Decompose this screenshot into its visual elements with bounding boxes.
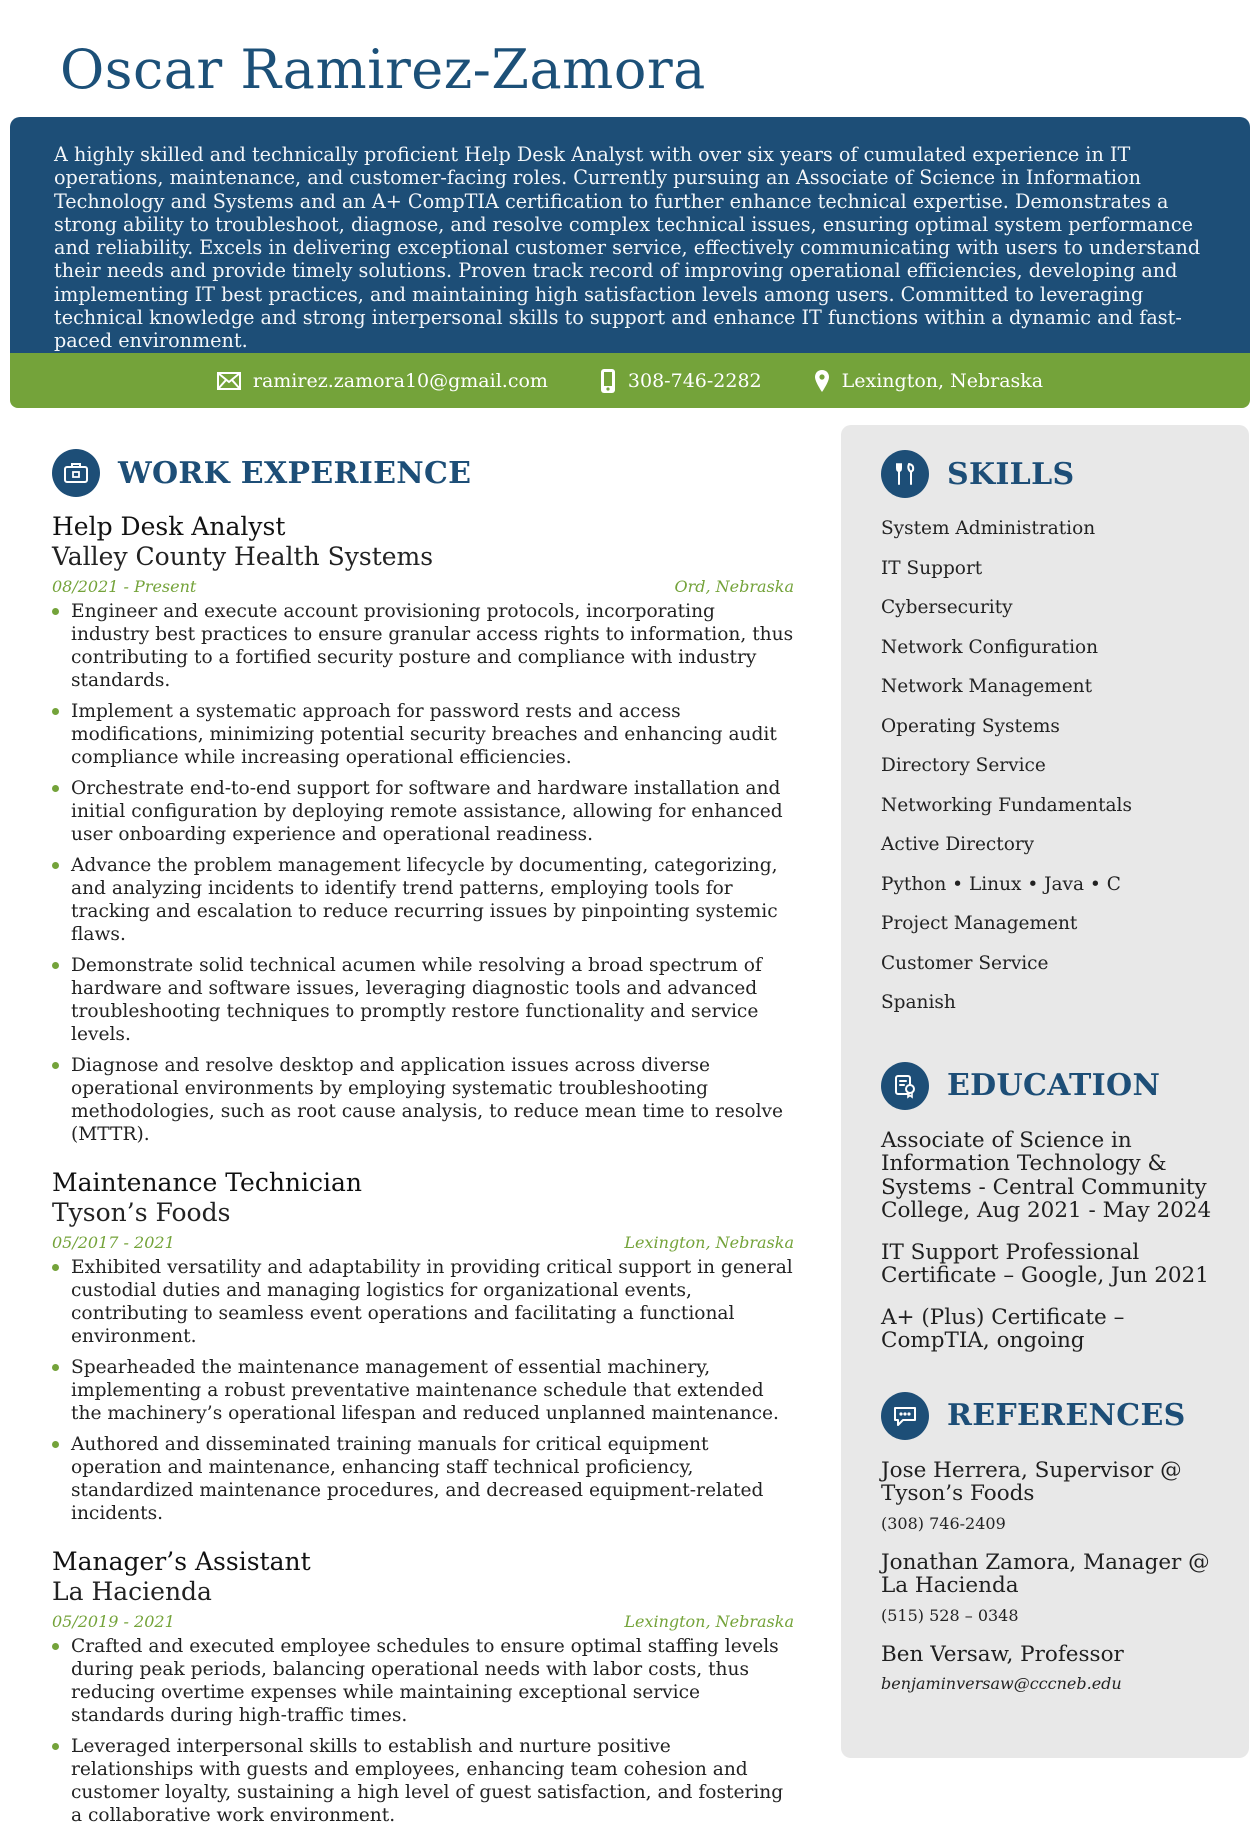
job-bullet: Diagnose and resolve desktop and application issues across diverse operational environments by employing systematic troubleshooting methodologies, such as root cause analysis, to reduce mean time to resolve (MTTR). (52, 1054, 794, 1146)
work-experience-title: WORK EXPERIENCE (118, 455, 472, 491)
job-location: Lexington, Nebraska (624, 1233, 794, 1252)
briefcase-icon (52, 449, 100, 497)
location-text: Lexington, Nebraska (841, 369, 1044, 392)
phone-text[interactable]: 308-746-2282 (627, 369, 762, 392)
job-bullet: Demonstrate solid technical acumen while resolving a broad spectrum of hardware and software issues, leveraging diagnostic tools and advanced troubleshooting techniques to promptly restore functionality and service levels. (52, 954, 794, 1046)
skills-title: SKILLS (947, 456, 1075, 492)
job-dates: 08/2021 - Present (52, 577, 197, 596)
job-bullet: Leveraged interpersonal skills to establish and nurture positive relationships with guests and employees, enhancing team cohesion and customer loyalty, sustaining a high level of guest satisfaction, and fostering a collaborative work environment. (52, 1735, 794, 1827)
skill-item: IT Support (881, 557, 983, 579)
skill-item: System Administration (881, 518, 1096, 539)
job-dates: 05/2017 - 2021 (52, 1233, 175, 1252)
education-item: Associate of Science in Information Technology & Systems - Central Community College, Aug 2021 - May 2024 (881, 1127, 1212, 1223)
skills-list (881, 509, 1229, 1023)
skill-item: Network Configuration (881, 636, 1099, 658)
job-bullets (52, 1635, 794, 1827)
skill-item: Network Management (881, 676, 1093, 697)
tools-icon (881, 450, 929, 498)
reference-phone[interactable]: (515) 528 – 0348 (881, 1605, 1019, 1625)
education-item: IT Support Professional Certificate – Google, Jun 2021 (881, 1239, 1209, 1288)
email-text[interactable]: ramirez.zamora10@gmail.com (252, 369, 548, 392)
job-bullets (52, 1256, 794, 1525)
location-pin-icon (814, 369, 830, 393)
work-experience-section (52, 448, 794, 1835)
job-entry (52, 1168, 794, 1525)
job-bullet: Engineer and execute account provisioning protocols, incorporating industry best practices to ensure granular access rights to information, thus contributing to a fortified security posture and compliance with industry standards. (52, 600, 794, 692)
job-bullet: Implement a systematic approach for password rests and access modifications, minimizing potential security breaches and enhancing audit compliance while increasing operational efficiencies. (52, 700, 794, 769)
summary-panel (10, 117, 1250, 353)
reference-name: Ben Versaw, Professor (881, 1641, 1124, 1667)
job-dates: 05/2019 - 2021 (52, 1612, 175, 1631)
job-bullet: Advance the problem management lifecycle by documenting, categorizing, and analyzing incidents to identify trend patterns, employing tools for tracking and escalation to reduce recurring issues by pinpointing systemic flaws. (52, 854, 794, 946)
summary-text: A highly skilled and technically proficient Help Desk Analyst with over six years of cumulated experience in IT operations, maintenance, and customer-facing roles. Currently pursuing an Associate of Science in Information Technology and Systems and an A+ CompTIA certification to further enhance technical expertise. Demonstrates a strong ability to troubleshoot, diagnose, and resolve complex technical issues, ensuring optimal system performance and reliability. Excels in delivering exceptional customer service, effectively communicating with users to understand their needs and provide timely solutions. Proven track record of improving operational efficiencies, developing and implementing IT best practices, and maintaining high satisfaction levels among users. Committed to leveraging technical knowledge and strong interpersonal skills to support and enhance IT functions within a dynamic and fast-paced environment. (54, 143, 1201, 353)
skill-item: Networking Fundamentals (881, 794, 1132, 816)
education-item: A+ (Plus) Certificate – CompTIA, ongoing (881, 1304, 1125, 1353)
references-title: REFERENCES (947, 1398, 1186, 1433)
reference-phone[interactable]: (308) 746-2409 (881, 1513, 1006, 1533)
contact-location (814, 369, 1043, 393)
job-entry (52, 1547, 794, 1827)
sidebar (841, 425, 1249, 1758)
contact-email[interactable] (217, 370, 548, 392)
work-experience-header (52, 448, 794, 498)
job-bullet: Spearheaded the maintenance management of essential machinery, implementing a robust preventative maintenance schedule that extended the machinery’s operational lifespan and reduced unplanned maintenance. (52, 1356, 794, 1425)
job-company: La Hacienda (52, 1577, 212, 1606)
education-title: EDUCATION (947, 1068, 1161, 1103)
candidate-name: Oscar Ramirez-Zamora (60, 38, 706, 101)
skill-item: Cybersecurity (881, 597, 1013, 618)
skill-item: Active Directory (881, 834, 1035, 855)
references-section (881, 1391, 1229, 1694)
job-bullet: Crafted and executed employee schedules to ensure optimal staffing levels during peak periods, balancing operational needs with labor costs, thus reducing overtime expenses while maintaining exceptional service standards during high-traffic times. (52, 1635, 794, 1727)
skills-header (881, 449, 1229, 499)
references-header (881, 1391, 1229, 1441)
skill-item: Project Management (881, 913, 1078, 934)
skills-section (881, 449, 1229, 1023)
job-bullet: Orchestrate end-to-end support for software and hardware installation and initial configuration by deploying remote assistance, allowing for enhanced user onboarding experience and operational readiness. (52, 777, 794, 846)
phone-icon (600, 368, 616, 394)
job-location: Lexington, Nebraska (624, 1612, 794, 1631)
job-company: Valley County Health Systems (52, 542, 434, 571)
reference-item (881, 1643, 1229, 1694)
reference-email[interactable]: benjaminversaw@cccneb.edu (881, 1674, 1122, 1693)
skill-item: Operating Systems (881, 715, 1060, 737)
job-title: Help Desk Analyst (52, 512, 286, 541)
reference-item (881, 1551, 1229, 1625)
job-title: Manager’s Assistant (52, 1547, 311, 1576)
job-meta (52, 1233, 794, 1252)
contact-bar (10, 353, 1250, 408)
reference-name: Jose Herrera, Supervisor @ Tyson’s Foods (881, 1457, 1182, 1506)
job-entry (52, 512, 794, 1146)
envelope-icon (217, 372, 241, 390)
job-bullet: Authored and disseminated training manuals for critical equipment operation and maintenance, enhancing staff technical proficiency, standardized maintenance procedures, and decreased equipment-related incidents. (52, 1433, 794, 1525)
job-company: Tyson’s Foods (52, 1198, 231, 1227)
job-bullets (52, 600, 794, 1146)
job-title: Maintenance Technician (52, 1168, 363, 1197)
contact-phone[interactable] (600, 368, 762, 394)
job-location: Ord, Nebraska (674, 577, 794, 596)
skill-item: Python • Linux • Java • C (881, 873, 1121, 895)
reference-item (881, 1459, 1229, 1533)
education-header (881, 1061, 1229, 1111)
job-meta (52, 577, 794, 596)
skill-item: Directory Service (881, 755, 1046, 776)
reference-name: Jonathan Zamora, Manager @ La Hacienda (881, 1549, 1210, 1598)
skill-item: Spanish (881, 992, 956, 1013)
chat-bubble-icon (881, 1392, 929, 1440)
education-section (881, 1061, 1229, 1353)
skill-item: Customer Service (881, 952, 1049, 974)
certificate-icon (881, 1062, 929, 1110)
job-bullet: Exhibited versatility and adaptability in providing critical support in general custodial duties and managing logistics for organizational events, contributing to seamless event operations and facilitating a functional environment. (52, 1256, 794, 1348)
job-meta (52, 1612, 794, 1631)
